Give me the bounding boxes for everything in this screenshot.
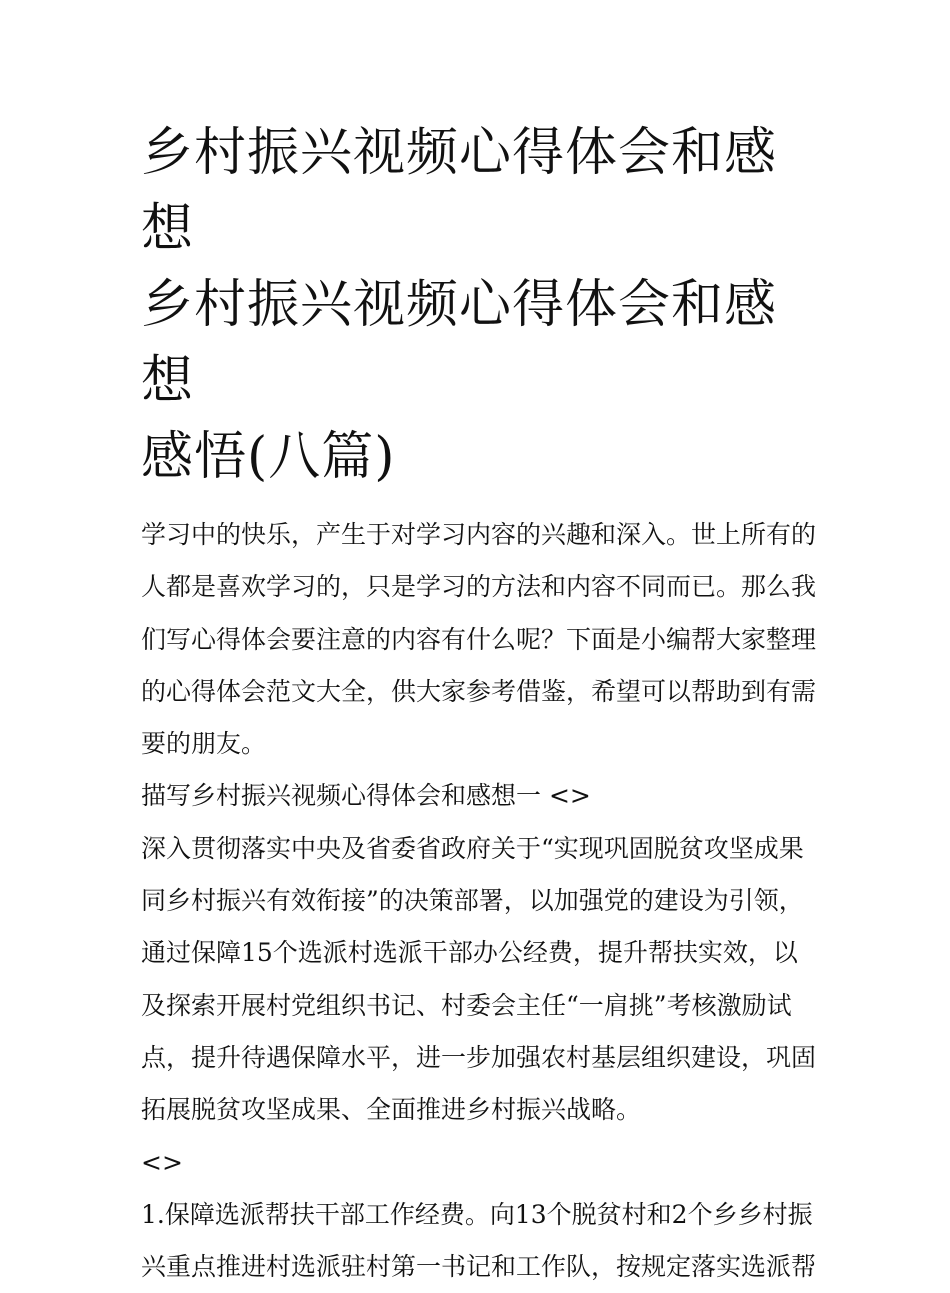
title-line: 乡村振兴视频心得体会和感想 [141, 275, 778, 411]
title-line: 乡村振兴视频心得体会和感想 [141, 123, 778, 259]
document-page [141, 115, 817, 1293]
paragraph-line: 点，提升待遇保障水平，进一步加强农村基层组织建设，巩固 [141, 1042, 817, 1072]
placeholder-marker: <> [141, 1147, 183, 1177]
intro-line: 们写心得体会要注意的内容有什么呢？下面是小编帮大家整理 [141, 624, 817, 654]
intro-line: 要的朋友。 [141, 729, 267, 759]
paragraph-line: 通过保障15个选派村选派干部办公经费，提升帮扶实效，以 [141, 938, 798, 968]
document-title [141, 115, 813, 495]
paragraph-line: 深入贯彻落实中央及省委省政府关于“实现巩固脱贫攻坚成果 [141, 833, 804, 863]
document-body [141, 509, 817, 1293]
intro-line: 学习中的快乐，产生于对学习内容的兴趣和深入。世上所有的 [141, 520, 817, 549]
paragraph-line: 及探索开展村党组织书记、村委会主任“一肩挑”考核激励试 [141, 990, 792, 1020]
intro-line: 的心得体会范文大全，供大家参考借鉴，希望可以帮助到有需 [141, 676, 817, 706]
intro-line: 人都是喜欢学习的，只是学习的方法和内容不同而已。那么我 [141, 572, 817, 602]
paragraph-line: 同乡村振兴有效衔接”的决策部署，以加强党的建设为引领， [141, 886, 804, 916]
section-heading: 描写乡村振兴视频心得体会和感想一 <> [141, 781, 591, 811]
title-line: 感悟(八篇) [141, 427, 396, 487]
list-item-line: 1.保障选派帮扶干部工作经费。向13个脱贫村和2个乡乡村振 [141, 1199, 813, 1229]
paragraph-line: 拓展脱贫攻坚成果、全面推进乡村振兴战略。 [141, 1095, 642, 1125]
list-item-line: 兴重点推进村选派驻村第一书记和工作队，按规定落实选派帮 [141, 1252, 817, 1282]
